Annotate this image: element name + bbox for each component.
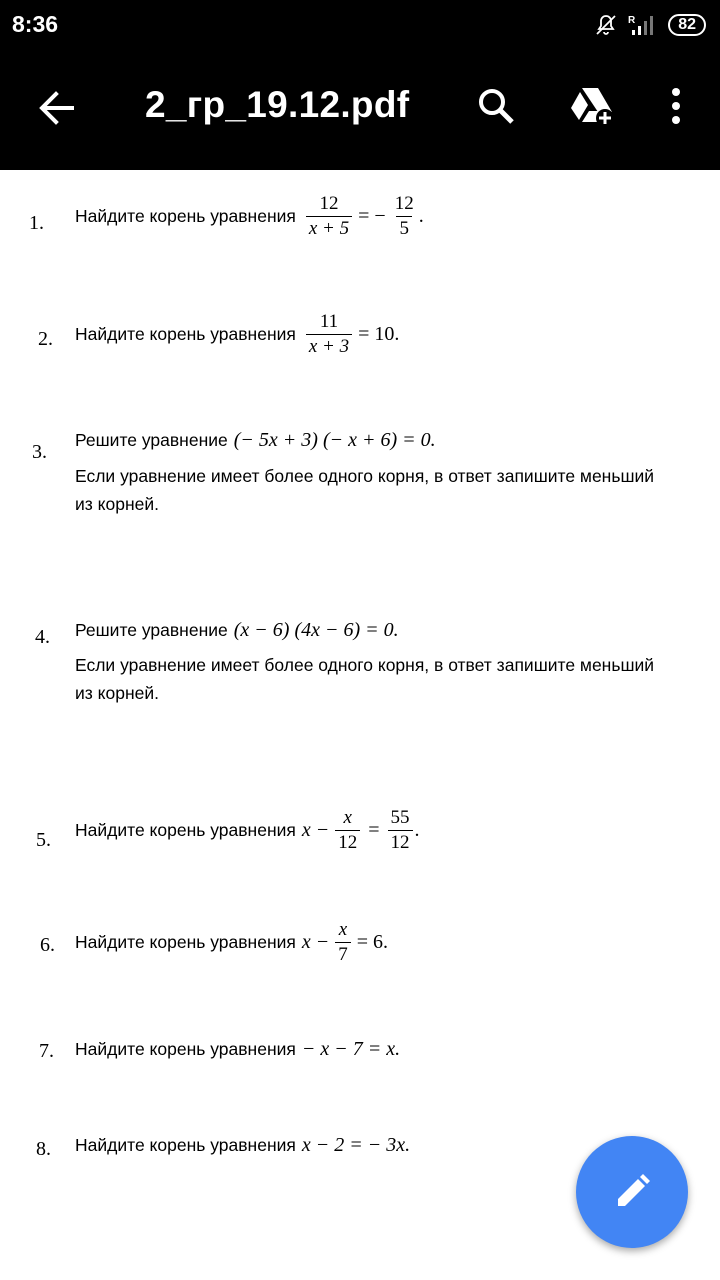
back-arrow-icon[interactable] (36, 88, 76, 128)
pencil-icon (612, 1172, 652, 1212)
task-note-line: Если уравнение имеет более одного корня, в ответ запишите меньший (75, 466, 655, 486)
app-bar (0, 50, 720, 170)
task-note-line: Если уравнение имеет более одного корня, в ответ запишите меньший (75, 655, 655, 675)
task-number: 6. (40, 934, 55, 956)
signal-roaming-label: R (628, 15, 636, 26)
fraction-denominator: 7 (335, 942, 351, 967)
task-number: 1. (29, 212, 44, 234)
equation-lhs: x − (301, 931, 330, 953)
status-time: 8:36 (12, 11, 59, 37)
equation-rest: = 10. (358, 323, 400, 345)
task-prompt: Найдите корень уравнения (75, 324, 296, 344)
equation-rest: = 6. (356, 931, 389, 953)
fraction-numerator: 12 (394, 193, 414, 214)
task-statement (75, 806, 420, 855)
add-to-drive-icon[interactable] (568, 86, 616, 126)
bell-off-icon (594, 13, 618, 37)
fraction-numerator: 12 (319, 193, 339, 214)
task-statement (75, 192, 424, 241)
fraction-denominator: 12 (335, 830, 360, 855)
fraction (388, 806, 413, 855)
task-prompt: Найдите корень уравнения (75, 1039, 296, 1059)
fraction (335, 806, 360, 855)
task-prompt: Решите уравнение (75, 620, 228, 640)
equation-expression: (− 5x + 3) (− x + 6) = 0. (233, 429, 436, 451)
pdf-page[interactable] (0, 170, 720, 1280)
fraction-denominator: 5 (396, 216, 412, 241)
fraction-numerator: x (343, 807, 352, 828)
task-number: 2. (38, 328, 53, 350)
task-statement (75, 429, 436, 452)
more-vert-icon[interactable] (664, 86, 688, 126)
battery-indicator: 82 (668, 14, 706, 36)
fraction (392, 192, 417, 241)
equation-expression: − x − 7 = x. (301, 1038, 401, 1060)
task-note (75, 462, 685, 518)
task-prompt: Найдите корень уравнения (75, 932, 296, 952)
task-statement (75, 619, 399, 642)
task-prompt: Решите уравнение (75, 430, 228, 450)
task-prompt: Найдите корень уравнения (75, 820, 296, 840)
equation-end: . (418, 205, 424, 227)
task-note (75, 651, 685, 707)
task-prompt: Найдите корень уравнения (75, 206, 296, 226)
task-statement (75, 918, 388, 967)
task-statement (75, 310, 399, 359)
task-statement (75, 1134, 410, 1157)
task-note-line: из корней. (75, 494, 160, 514)
signal-icon (628, 13, 658, 37)
fraction-numerator: 11 (319, 311, 339, 332)
fraction-denominator: 12 (388, 830, 413, 855)
equation-operator: = − (358, 205, 386, 227)
search-icon[interactable] (476, 86, 516, 126)
fraction-numerator: x (338, 919, 348, 940)
task-statement (75, 1038, 400, 1061)
fraction (306, 310, 352, 359)
task-number: 8. (36, 1138, 51, 1160)
edit-fab-button[interactable] (576, 1136, 688, 1248)
task-note-line: из корней. (75, 683, 160, 703)
equation-end: . (414, 819, 420, 841)
equation-expression: (x − 6) (4x − 6) = 0. (233, 619, 399, 641)
task-prompt: Найдите корень уравнения (75, 1135, 296, 1155)
fraction-denominator: x + 5 (306, 216, 352, 241)
equation-operator: = (368, 819, 380, 841)
equation-expression: x − 2 = − 3x. (301, 1134, 411, 1156)
task-number: 5. (36, 829, 51, 851)
fraction (306, 192, 352, 241)
task-number: 4. (35, 626, 50, 648)
fraction (335, 918, 351, 967)
fraction-denominator: x + 3 (306, 334, 352, 359)
equation-lhs: x − (301, 819, 330, 841)
fraction-numerator: 55 (390, 807, 410, 828)
status-bar (0, 0, 720, 50)
status-icons (594, 12, 706, 38)
document-title: 2_гр_19.12.pdf (145, 84, 410, 125)
task-number: 3. (32, 441, 47, 463)
task-number: 7. (39, 1040, 54, 1062)
